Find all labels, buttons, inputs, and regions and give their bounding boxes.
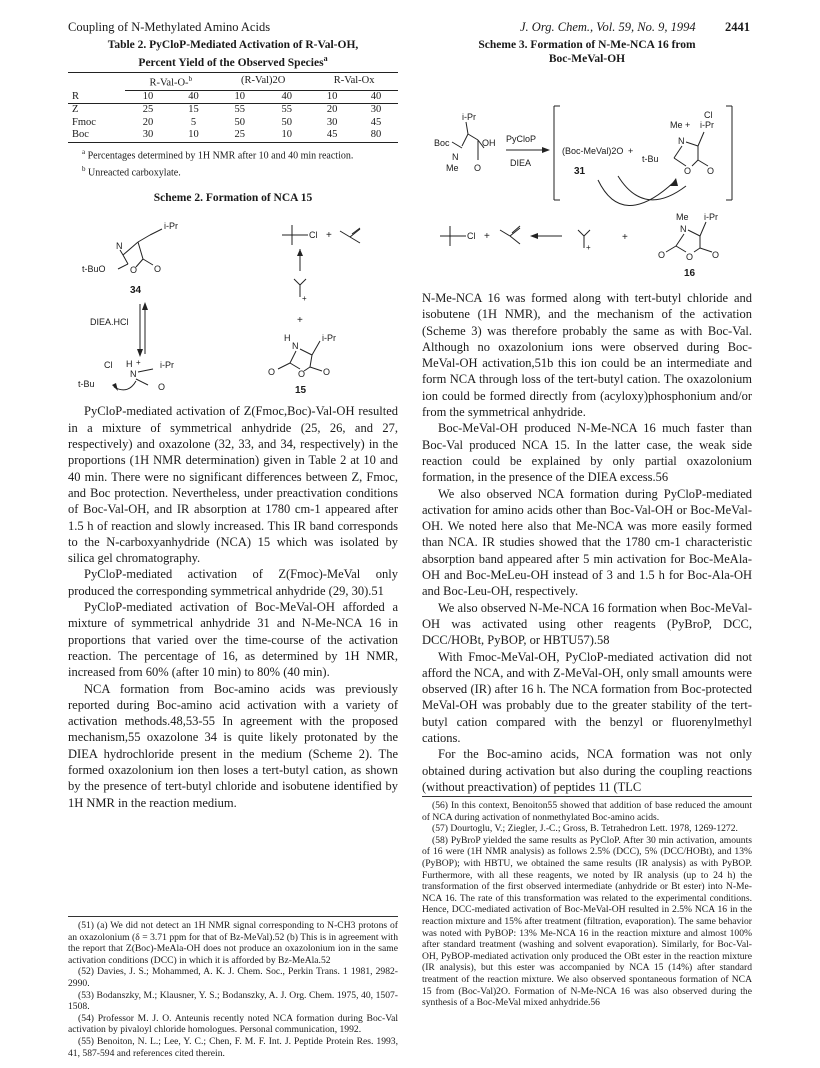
table-cell: 25 <box>234 129 245 141</box>
s2-n-label-2: N <box>130 369 137 380</box>
s2-h-label: H <box>126 359 133 370</box>
s3-oh-label: OH <box>482 138 496 148</box>
left-footnotes <box>68 916 398 1059</box>
table-cell: 50 <box>234 116 245 128</box>
s2-cation-plus: + <box>302 294 307 304</box>
s3-me-label: Me <box>446 163 459 173</box>
table-cell: 30 <box>370 104 382 116</box>
table2-footnote-a: $^a$ Percentages determined by 1H NMR after 10 and 40 min reaction. <box>82 147 354 162</box>
table-header-row <box>68 72 398 90</box>
table-group-header-text: R-Val-Ox <box>333 75 375 87</box>
table-group-header <box>310 72 398 90</box>
s3-n-label-3: N <box>680 224 687 234</box>
s3-compound31-label: 31 <box>574 166 586 177</box>
s3-o-label-3: O <box>707 166 715 176</box>
footnote: (55) Benoiton, N. L.; Lee, Y. C.; Chen, F. M. F. Int. J. Peptide Protein Res. 1993, 41, 587-594 and references cited therein. <box>68 1035 398 1059</box>
tbutyl-chloride-isobutene <box>282 225 360 245</box>
footnote: (52) Davies, J. S.; Mohammed, A. K. J. Chem. Soc., Perkin Trans. 1 1981, 2982-2990. <box>68 966 398 989</box>
s2-tbuo-label: t-BuO <box>82 264 106 275</box>
running-header-left: Coupling of N-Methylated Amino Acids <box>68 20 271 34</box>
s2-o-label: O <box>154 264 162 275</box>
s3-ipr-label: i-Pr <box>462 112 476 122</box>
page-number: 2441 <box>725 20 750 34</box>
s2-o-label-2: O <box>158 382 166 393</box>
footnote: (56) In this context, Benoiton55 showed that addition of base reduced the amount of NCA during activation of nonmethylated Boc-amino acids. <box>422 800 752 823</box>
s2-ipr-label-3: i-Pr <box>322 333 336 344</box>
s2-n-label-3: N <box>292 341 299 352</box>
table-cell: 45 <box>370 116 382 128</box>
table-time-header: 40 <box>281 90 292 102</box>
footnote: (51) (a) We did not detect an 1H NMR signal corresponding to N-CH3 protons of an oxazolonium (δ = 3.71 ppm for that of Bz-MeVal).52 (b) This is in agreement with the report that Z(Boc)-MeAla-OH does not produce an oxazolonium ion in the same activation conditions (DCC) in which it is afforded by Bz-MeAla.52 <box>68 920 398 966</box>
table-row <box>68 129 398 142</box>
s3-boc-label: Boc <box>434 138 450 148</box>
right-paragraph: Boc-MeVal-OH produced N-Me-NCA 16 much faster than Boc-Val produced NCA 15. In the latter case, the weak side reaction could be explained by only partial oxazolonium formation, in the presence of the DIEA excess.56 <box>422 421 752 485</box>
s2-ipr-label: i-Pr <box>164 221 178 232</box>
table2-title-mark: a <box>323 54 328 63</box>
s3-plus-label-2: + <box>484 231 490 242</box>
table-time-header: 10 <box>142 90 154 102</box>
table-time-header: 10 <box>234 90 245 102</box>
compound-16-structure <box>658 212 719 279</box>
table-cell: 55 <box>234 104 245 116</box>
table-time-header: 40 <box>188 90 199 102</box>
table-cell: 20 <box>326 104 338 116</box>
left-paragraph: PyCloP-mediated activation of Boc-MeVal-OH afforded a mixture of symmetrical anhydride 31 and N-Me-NCA 16 in proportions that varied over the time-course of the activation reaction. The percentage of 16, as determined by 1H NMR, increased from 60% (after 10 min) to 80% (40 min). <box>68 600 398 680</box>
table-row-label: Fmoc <box>72 116 96 128</box>
s3-o-label: O <box>474 163 482 173</box>
table-cell: 20 <box>142 116 154 128</box>
s2-cl-label-2: Cl <box>309 230 318 241</box>
s3-plus-label-3: + <box>622 232 628 243</box>
table-group-header-text: R-Val-O- <box>149 77 189 89</box>
left-body <box>68 403 398 810</box>
table-cell: 10 <box>188 129 199 141</box>
s3-anhydride-label: (Boc-MeVal)2O <box>562 146 624 156</box>
running-header-right: J. Org. Chem., Vol. 59, No. 9, 1994 <box>520 20 696 34</box>
s2-compound15-label: 15 <box>295 385 307 396</box>
table-cell: 30 <box>326 116 338 128</box>
s2-compound34-label: 34 <box>130 285 142 297</box>
s3-diea-label: DIEA <box>510 158 532 168</box>
table-cell: 30 <box>142 129 154 141</box>
right-paragraph: We also observed NCA formation during PyCloP-mediated activation for amino acids other than Boc-Val-OH or Boc-MeVal-OH. We noted here also that Me-NCA was more easily formed than NCA. IR studies showed that the 1780 cm-1 characteristic absorption band appeared after 5 min activation for Boc-MeAla-OH and Boc-MeLeu-OH instead of 3 and 1.5 h for Boc-Ala-OH and Boc-Leu-OH, respectively. <box>422 486 752 599</box>
table2-title <box>68 38 398 70</box>
table-row <box>68 117 398 130</box>
scheme3-caption-line1: Scheme 3. Formation of N-Me-NCA 16 from <box>478 39 696 51</box>
table2-title-line2 <box>68 52 398 70</box>
table-cell: 55 <box>281 104 292 116</box>
s3-o-label-5: O <box>686 252 694 262</box>
table-group-header <box>216 72 310 90</box>
s3-pyclop-label: PyCloP <box>506 134 537 144</box>
scheme3-caption <box>422 38 752 66</box>
s3-o-label-4: O <box>658 250 666 260</box>
footnote: (57) Dourtoglu, V.; Ziegler, J.-C.; Gross, B. Tetrahedron Lett. 1978, 1269-1272. <box>432 823 738 835</box>
s2-o-label-3: O <box>268 367 276 378</box>
table-group-header <box>125 72 216 90</box>
table-corner-cell <box>68 72 125 90</box>
scheme2-caption: Scheme 2. Formation of NCA 15 <box>153 192 313 205</box>
table-time-header: 40 <box>370 90 382 102</box>
s3-cation-plus: + <box>586 243 591 252</box>
table-row-label: Z <box>72 104 79 116</box>
s2-plus-label-2: + <box>326 230 332 242</box>
scheme2-figure <box>68 209 398 395</box>
s2-cl-label: Cl <box>104 360 113 371</box>
table-group-header-mark: b <box>188 74 193 83</box>
table-group-header-text: (R-Val)2O <box>241 75 286 87</box>
table-row-header: R <box>72 90 80 102</box>
table-row-label: Boc <box>72 129 89 141</box>
s3-products <box>440 226 628 252</box>
footnote: (53) Bodanszky, M.; Klausner, Y. S.; Bodanszky, A. J. Org. Chem. 1975, 40, 1507-1508. <box>68 989 398 1013</box>
table-cell: 25 <box>142 104 154 116</box>
table-cell: 50 <box>281 116 292 128</box>
s3-tbu-label: t-Bu <box>642 154 659 164</box>
s3-n-label-2: N <box>678 136 685 146</box>
right-paragraph: N-Me-NCA 16 was formed along with tert-butyl chloride and isobutene (1H NMR), and the mechanism of the activation (Scheme 3) was therefore probably the same as with Boc-Val. Although no oxazolonium ions were observed during Boc-MeVal-OH activation,51b this ion could be an intermediate and form NCA through loss of the tert-butyl cation. The oxazolonium ion could be formed directly from (acyloxy)phosphonium and/or from the symmetrical anhydride. <box>422 291 752 420</box>
right-paragraph: With Fmoc-MeVal-OH, PyCloP-mediated activation did not afford the NCA, and with Z-MeVal-OH, only small amounts were observed (IR) after 16 h. The NCA formation from Boc-protected MeVal-OH was probably due to the greater stability of the tert-butyl cation compared with the benzyl or fluorenylmethyl cations. <box>422 649 752 746</box>
s3-cl-label-2: Cl <box>467 231 476 241</box>
s2-plus-label-3: + <box>297 315 303 327</box>
table2-footnote-b: $^b$ Unreacted carboxylate. <box>82 164 181 178</box>
compound-15-structure <box>268 333 336 395</box>
s2-h-n-label: H <box>284 333 291 344</box>
table2 <box>68 72 398 143</box>
s2-o-ring-label: O <box>130 265 138 276</box>
table-cell: 10 <box>281 129 292 141</box>
table-cell: 45 <box>326 129 338 141</box>
s3-oxazolonium-structure <box>642 110 714 176</box>
right-paragraph: For the Boc-amino acids, NCA formation was not only obtained during activation but also during the coupling reactions (without preactivation) of peptides 11 (TLC <box>422 747 752 794</box>
right-body <box>422 290 752 795</box>
table-row <box>68 104 398 117</box>
boc-meval-oh-structure <box>434 112 496 173</box>
s3-o-label-6: O <box>712 250 720 260</box>
tbutyl-cation <box>294 279 307 326</box>
s3-n-label: N <box>452 152 459 162</box>
table2-title-text: Percent Yield of the Observed Species <box>138 56 324 69</box>
s3-me-label-2: Me <box>676 212 689 222</box>
s3-ipr-label-3: i-Pr <box>704 212 718 222</box>
table-cell: 5 <box>190 116 197 128</box>
compound-34-structure <box>82 221 178 296</box>
right-column <box>422 38 752 795</box>
s2-tbu-label: t-Bu <box>78 379 95 390</box>
scheme3-figure <box>422 70 752 280</box>
table-cell: 15 <box>188 104 199 116</box>
s2-o-label-4: O <box>298 369 306 380</box>
s2-o-label-5: O <box>323 367 331 378</box>
left-paragraph: NCA formation from Boc-amino acids was previously reported during Boc-amino acid activation with a variety of activation methods.48,53-55 In agreement with the proposed mechanism,55 oxazolone 34 is quite likely protonated by the DIEA hydrochloride present in the medium (Scheme 2). The formed oxazolonium ion then loses a tert-butyl cation, as shown by the presence of tert-butyl chloride and isobutene identified by 1H NMR in the reaction medium. <box>68 681 398 810</box>
footnote: (58) PyBroP yielded the same results as PyCloP. After 30 min activation, amounts of 16 were (1H NMR analysis) as follows 2.5% (DCC), 5% (DCC/HOBt), and 13% (PyBOP); with HBTU, we obtained the same results (IR analysis) as with PyBOP. Furthermore, with all these reagents, we noted by IR analysis (up to 24 h) the transformation of the first observed intermediate (anhydride or Bt ester) into N-Me-NCA 16. The rate of this transformation was related to the experimental conditions. Hence, DCC-mediated activation of Boc-MeVal-OH resulted in 2.5% NCA 16 in the reaction mixture and 15% after treatment (filtration, evaporation). The same behavior was noted with PyBOP: 13% Me-NCA 16 in the reaction mixture and almost 100% after standard treatment (washing and solvent evaporation). Similarly, for Boc-Val-OH, PyBOP-mediated activation only produced the OBt ester in the reaction mixture (IR analysis), but this ester was accompanied by NCA 15 (14%) after standard treatment of the reaction mixture. We also observed spontaneous formation of NCA 15 from (Boc-Val)2O. Formation of N-Me-NCA 16 was also observed during the synthesis of a Boc-MeVal mixed anhydride.56 <box>422 834 752 1009</box>
s2-plus-label: + <box>136 358 141 368</box>
table-cell: 80 <box>370 129 382 141</box>
scheme3-caption-line2: Boc-MeVal-OH <box>548 53 626 65</box>
footnote: (54) Professor M. J. O. Anteunis recently noted NCA formation during Boc-Val activation by pivaloyl chloride homologues. Personal communication, 1992. <box>68 1012 398 1036</box>
table-subheader-row <box>68 90 398 104</box>
table2-title-line1: Table 2. PyCloP-Mediated Activation of R-Val-OH, <box>107 39 359 51</box>
s3-compound16-label: 16 <box>684 268 696 279</box>
left-paragraph: PyCloP-mediated activation of Z(Fmoc,Boc)-Val-OH resulted in a mixture of symmetrical anhydride (25, 26, and 27, respectively) and oxazolone (32, 33, and 34, respectively) in the proportions (1H NMR determination) given in Table 2 at 10 and 40 min. There were no significant differences between Z, Fmoc, and Boc protection. Nevertheless, under preactivation conditions of Boc-Val-OH, and IR absorption at 1780 cm-1 appeared after 1.5 h of reaction and slowly increased. This IR band corresponds to the N-carboxyanhydride (NCA) 15 which was isolated by silica gel chromatography. <box>68 404 398 566</box>
s3-cl-label: Cl <box>704 110 713 120</box>
s2-diea-label: DIEA.HCl <box>90 317 129 328</box>
table-time-header: 10 <box>326 90 338 102</box>
s3-o-label-2: O <box>684 166 692 176</box>
s2-ipr-label-2: i-Pr <box>160 360 174 371</box>
table2-footnote-b-text: Unreacted carboxylate. <box>88 166 181 178</box>
table2-footnote-a-text: Percentages determined by 1H NMR after 10 and 40 min reaction. <box>87 150 354 162</box>
left-column <box>68 38 398 811</box>
s3-me-plus-label: Me + <box>670 120 691 130</box>
right-footnotes <box>422 796 752 1009</box>
left-paragraph: PyCloP-mediated activation of Z(Fmoc)-MeVal only produced the corresponding symmetrical anhydride (29, 30).51 <box>68 567 398 598</box>
s3-ipr-label-2: i-Pr <box>700 120 714 130</box>
oxazolonium-structure <box>78 358 174 392</box>
s3-plus-label: + <box>628 146 634 156</box>
s2-n-label: N <box>116 241 123 252</box>
right-paragraph: We also observed N-Me-NCA 16 formation when Boc-MeVal-OH was activated using other reagents (PyBroP, DCC, DCC/HOBt, PyBOP, or HBTU57).58 <box>422 600 752 648</box>
